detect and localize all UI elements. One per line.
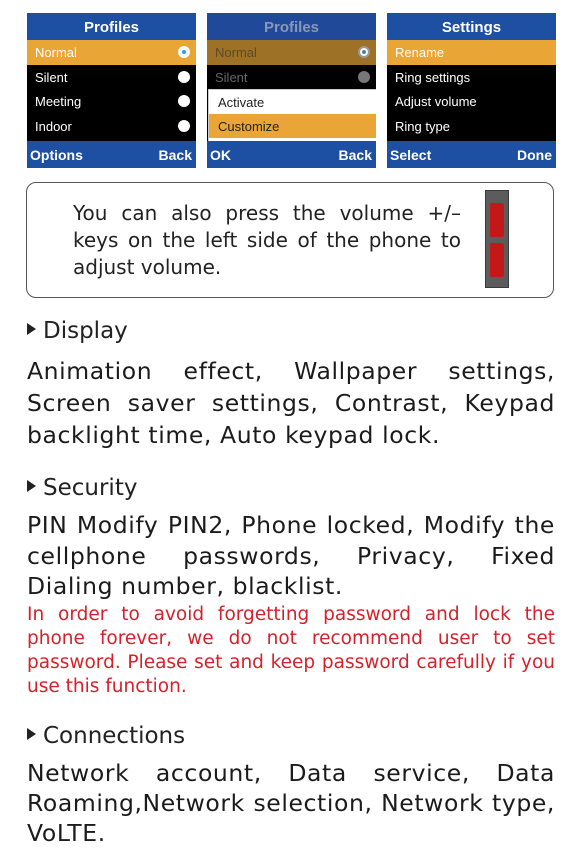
display-heading	[27, 318, 128, 344]
softkey-bar	[27, 141, 196, 168]
popup-item-customize[interactable]: Customize	[209, 114, 376, 138]
menu-item-indoor[interactable]	[27, 114, 196, 139]
bullet-triangle-icon	[27, 480, 36, 492]
softkey-bar	[387, 141, 556, 168]
security-heading	[27, 475, 137, 501]
options-softkey[interactable]: Options	[30, 147, 83, 163]
volume-down-key-icon	[490, 243, 504, 277]
menu-item-silent	[207, 65, 376, 90]
menu-item-label: Normal	[35, 45, 77, 60]
connections-heading	[27, 723, 185, 749]
display-description: Animation effect, Wallpaper settings, Screen saver settings, Contrast, Keypad backlight time, Auto keypad lock.	[27, 357, 555, 449]
menu-item-label: Silent	[35, 69, 68, 85]
back-softkey[interactable]: Back	[158, 147, 192, 163]
options-popup	[208, 89, 376, 143]
phone-screens	[27, 13, 557, 168]
profiles-screen	[27, 13, 196, 168]
bullet-triangle-icon	[27, 728, 36, 740]
softkey-bar	[207, 141, 376, 168]
menu-item-adjust-volume[interactable]	[387, 89, 556, 114]
done-softkey[interactable]: Done	[517, 147, 552, 163]
radio-icon	[178, 120, 190, 132]
heading-label: Security	[43, 475, 138, 501]
popup-item-activate[interactable]: Activate	[218, 95, 265, 110]
screen-title: Profiles	[27, 13, 196, 40]
security-description: PIN Modify PIN2, Phone locked, Modify the cellphone passwords, Privacy, Fixed Dialing number, blacklist.	[27, 511, 555, 600]
volume-note-text: You can also press the volume +/– keys on the left side of the phone to adjust volume.	[73, 201, 461, 279]
security-warning: In order to avoid forgetting password and lock the phone forever, we do not recommend user to set password. Please set and keep password carefully if you use this function.	[27, 604, 555, 697]
volume-note-box	[26, 182, 554, 298]
menu-item-label: Ring settings	[395, 69, 471, 85]
heading-label: Connections	[43, 723, 186, 749]
menu-item-label: Rename	[395, 45, 445, 60]
heading-label: Display	[43, 318, 128, 344]
profiles-options-screen	[207, 13, 376, 168]
menu-item-ring-settings[interactable]	[387, 65, 556, 90]
radio-icon	[178, 95, 190, 107]
screen-title: Profiles	[207, 13, 376, 40]
menu-item-normal[interactable]	[27, 40, 196, 65]
menu-item-label: Adjust volume	[395, 94, 477, 109]
radio-icon	[178, 71, 190, 83]
back-softkey[interactable]: Back	[338, 147, 372, 163]
radio-selected-icon	[178, 46, 190, 58]
menu-item-normal	[207, 40, 376, 65]
connections-description: Network account, Data service, Data Roaming,Network selection, Network type, VoLTE.	[27, 759, 555, 847]
menu-item-rename[interactable]	[387, 40, 556, 65]
menu-item-meeting[interactable]	[27, 89, 196, 114]
radio-selected-icon	[358, 46, 370, 58]
menu-item-label: Indoor	[35, 118, 72, 134]
menu-item-silent[interactable]	[27, 65, 196, 90]
radio-icon	[358, 71, 370, 83]
ok-softkey[interactable]: OK	[210, 147, 231, 163]
menu-item-ring-type[interactable]	[387, 114, 556, 139]
settings-screen	[387, 13, 556, 168]
menu-item-label: Normal	[215, 45, 257, 60]
screen-title: Settings	[387, 13, 556, 40]
bullet-triangle-icon	[27, 323, 36, 335]
volume-keys-icon	[485, 190, 509, 288]
volume-up-key-icon	[490, 203, 504, 237]
menu-item-label: Meeting	[35, 94, 82, 109]
menu-item-label: Silent	[215, 69, 248, 85]
select-softkey[interactable]: Select	[390, 147, 432, 163]
menu-item-label: Ring type	[395, 118, 450, 134]
